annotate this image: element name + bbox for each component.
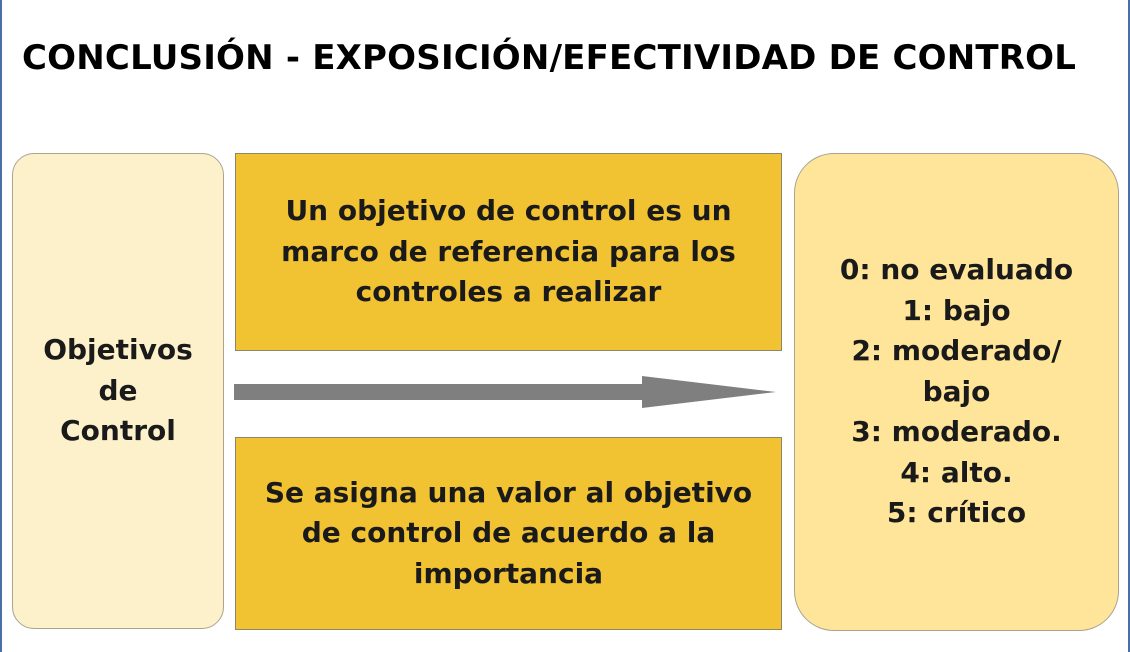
control-objectives-line-2: de	[98, 373, 138, 407]
rating-scale-box	[794, 153, 1119, 631]
control-objectives-line-1: Objetivos	[43, 333, 193, 367]
right-arrow-icon	[234, 372, 779, 412]
rating-level-1: 1: bajo	[902, 293, 1011, 327]
control-objectives-label	[28, 330, 208, 452]
rating-level-0: 0: no evaluado	[839, 252, 1074, 286]
assignment-box	[235, 437, 782, 630]
page-title: CONCLUSIÓN - EXPOSICIÓN/EFECTIVIDAD DE CONTROL	[22, 38, 1077, 78]
assignment-text: Se asigna una valor al objetivo de control de acuerdo a la importancia	[264, 475, 753, 590]
rating-level-4: 4: alto.	[900, 455, 1013, 489]
rating-level-5: 5: crítico	[886, 496, 1027, 530]
rating-level-2: 2: moderado/ bajo	[851, 334, 1062, 408]
definition-text: Un objetivo de control es un marco de referencia para los controles a realizar	[281, 194, 736, 309]
slide-border-left	[0, 0, 2, 652]
control-objectives-box	[12, 153, 224, 629]
arrow-shape	[234, 376, 776, 408]
rating-level-3: 3: moderado.	[851, 415, 1062, 449]
rating-scale-list	[827, 250, 1087, 534]
control-objectives-line-3: Control	[60, 414, 176, 448]
definition-box	[235, 153, 782, 351]
